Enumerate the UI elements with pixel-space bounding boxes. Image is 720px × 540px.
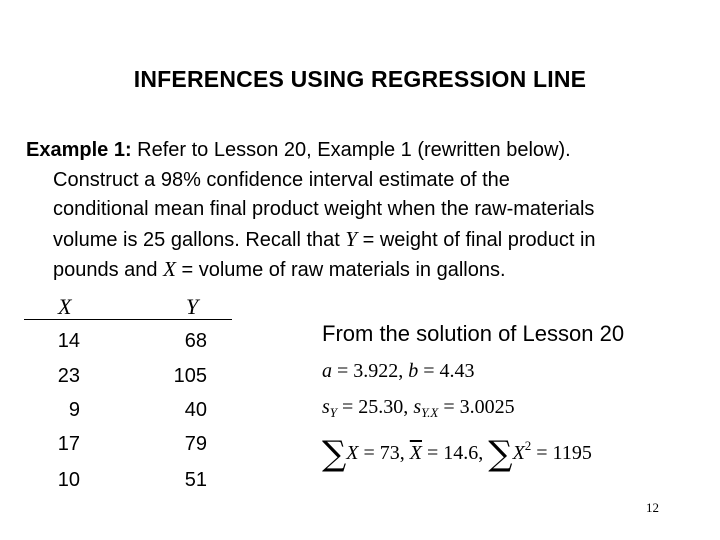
table-cell-y: 105: [173, 365, 207, 387]
example-line-5-pre: pounds and: [53, 259, 164, 281]
value-a: = 3.922,: [332, 360, 409, 382]
table-cell-x: 14: [57, 330, 80, 352]
formula-sums: [322, 434, 592, 474]
sigma-icon: ∑: [322, 434, 347, 474]
example-text: [26, 136, 716, 286]
formula-a-b: [322, 360, 475, 383]
value-sum-x: = 73,: [358, 442, 410, 464]
subscript-yx: Y.X: [421, 405, 439, 420]
value-syx: = 3.0025: [438, 396, 515, 418]
table-header-x: X: [58, 294, 72, 319]
page-number: 12: [646, 500, 659, 515]
example-line-2: Construct a 98% confidence interval estimate of the: [53, 168, 510, 191]
table-header-rule: [24, 319, 232, 320]
sigma-icon: ∑: [488, 434, 513, 474]
symbol-s: s: [413, 396, 422, 418]
example-line-4-pre: volume is 25 gallons. Recall that: [53, 228, 346, 251]
symbol-b: b: [408, 360, 419, 382]
page-title: INFERENCES USING REGRESSION LINE: [133, 66, 587, 92]
symbol-x: X: [346, 442, 359, 464]
table-cell-y: 79: [184, 433, 207, 455]
table-cell-x: 17: [57, 433, 80, 455]
example-line-1-text: Refer to Lesson 20, Example 1 (rewritten below).: [131, 139, 571, 161]
example-line-4-post: = weight of final product in: [357, 228, 596, 251]
table-header-y: Y: [186, 294, 199, 319]
example-label: Example 1:: [26, 139, 132, 161]
subscript-y: Y: [329, 405, 338, 420]
symbol-x-bar: $\overline{X}$: [409, 442, 422, 464]
value-sum-x2: = 1195: [531, 442, 592, 464]
symbol-x: X: [512, 442, 525, 464]
example-line-5: [26, 255, 716, 286]
value-mean-x: = 14.6,: [422, 442, 489, 464]
table-cell-y: 51: [184, 469, 207, 491]
table-cell-x: 10: [57, 469, 80, 491]
symbol-a: a: [322, 360, 332, 382]
example-line-3: conditional mean final product weight when the raw-materials: [53, 198, 595, 220]
value-b: = 4.43: [418, 360, 475, 382]
example-line-5-post: = volume of raw materials in gallons.: [175, 259, 506, 281]
variable-y: Y: [345, 226, 358, 251]
exponent-2: 2: [524, 438, 532, 453]
example-line-1: [26, 136, 716, 166]
table-cell-y: 68: [184, 330, 207, 352]
example-line-4: [26, 225, 716, 256]
table-cell-x: 9: [68, 399, 80, 421]
value-sy: = 25.30,: [337, 396, 414, 418]
solution-heading: From the solution of Lesson 20: [322, 321, 625, 346]
variable-x: X: [163, 257, 176, 281]
formula-sy-syx: [322, 396, 515, 421]
table-cell-y: 40: [184, 399, 207, 421]
table-cell-x: 23: [57, 365, 80, 387]
symbol-s: s: [322, 396, 330, 418]
